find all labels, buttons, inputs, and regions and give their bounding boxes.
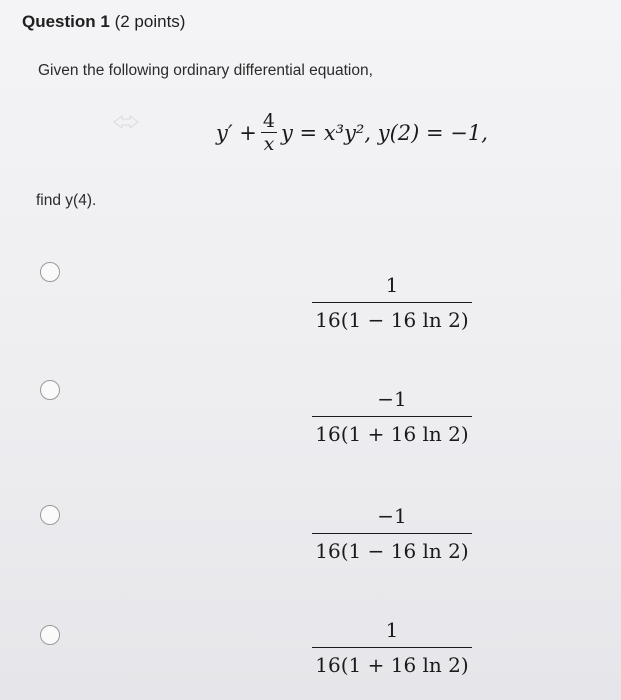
answer-fraction-bar bbox=[312, 416, 472, 417]
question-number: Question 1 bbox=[22, 12, 110, 31]
answer-numerator: −1 bbox=[377, 504, 407, 528]
equation-lhs: y′ + bbox=[216, 120, 257, 145]
cursor-icon bbox=[112, 114, 140, 130]
question-prompt: Given the following ordinary differential equation, bbox=[38, 62, 373, 79]
radio-circle-icon[interactable] bbox=[40, 380, 60, 400]
find-instruction: find y(4). bbox=[36, 192, 97, 209]
answer-fraction bbox=[312, 272, 472, 333]
answer-fraction-bar bbox=[312, 533, 472, 534]
answer-fraction bbox=[312, 617, 472, 678]
answer-denominator: 16(1 − 16 ln 2) bbox=[315, 539, 469, 564]
question-points: (2 points) bbox=[114, 12, 186, 31]
equation-fraction bbox=[261, 110, 277, 155]
answer-numerator: 1 bbox=[385, 618, 399, 642]
answer-fraction bbox=[312, 503, 472, 564]
question-title bbox=[22, 12, 185, 32]
answer-fraction-bar bbox=[312, 302, 472, 303]
fraction-denominator: x bbox=[263, 133, 275, 156]
answer-numerator: 1 bbox=[385, 273, 399, 297]
answer-numerator: −1 bbox=[377, 387, 407, 411]
radio-circle-icon[interactable] bbox=[40, 262, 60, 282]
radio-circle-icon[interactable] bbox=[40, 505, 60, 525]
differential-equation bbox=[216, 110, 488, 155]
answer-denominator: 16(1 + 16 ln 2) bbox=[315, 653, 469, 678]
answer-fraction-bar bbox=[312, 647, 472, 648]
answer-fraction bbox=[312, 386, 472, 447]
answer-denominator: 16(1 − 16 ln 2) bbox=[315, 308, 469, 333]
answer-denominator: 16(1 + 16 ln 2) bbox=[315, 422, 469, 447]
equation-rest: y = x³y², y(2) = −1, bbox=[281, 120, 488, 145]
fraction-numerator: 4 bbox=[262, 110, 275, 132]
radio-circle-icon[interactable] bbox=[40, 625, 60, 645]
